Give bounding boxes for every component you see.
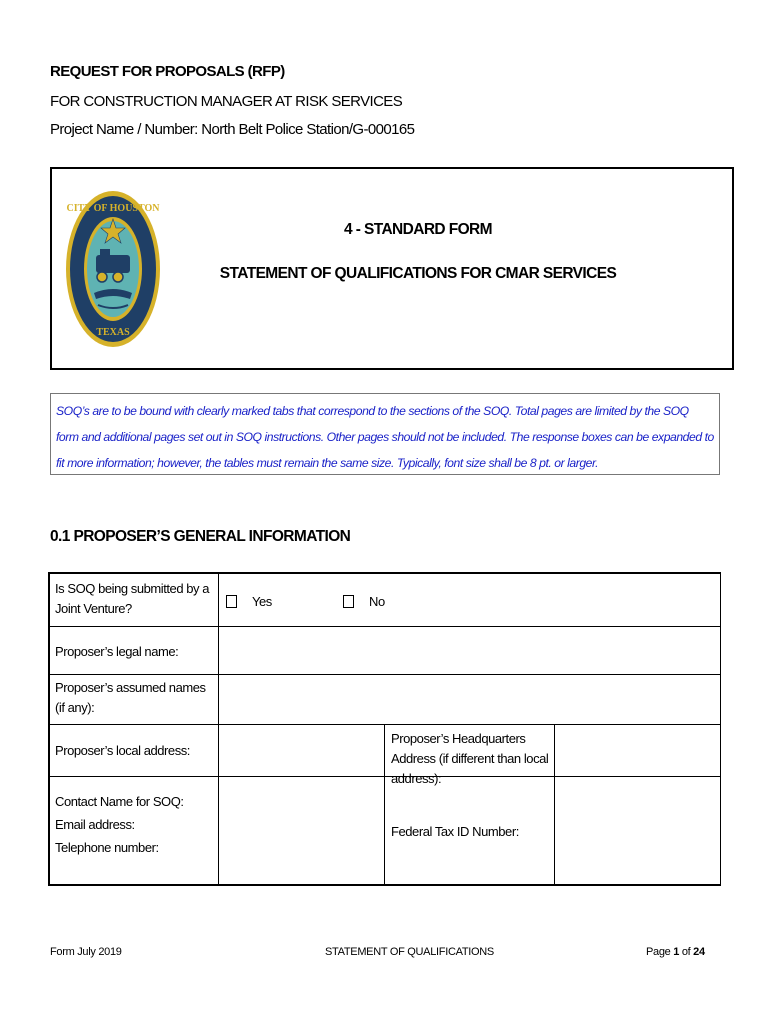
seal-bottom-text: TEXAS [96, 327, 130, 338]
hq-address-field[interactable] [555, 725, 721, 776]
assumed-names-label: Proposer’s assumed names (if any): [55, 680, 206, 715]
footer-page-number [646, 946, 705, 958]
rfp-title: REQUEST FOR PROPOSALS (RFP) [50, 63, 285, 80]
yes-label: Yes [252, 594, 272, 609]
no-checkbox[interactable] [343, 595, 354, 608]
form-name: STATEMENT OF QUALIFICATIONS FOR CMAR SERVICES [219, 265, 617, 282]
rfp-subtitle: FOR CONSTRUCTION MANAGER AT RISK SERVICES [50, 93, 403, 110]
form-title-box [50, 167, 734, 370]
local-address-label: Proposer’s local address: [55, 743, 190, 758]
general-info-table [48, 572, 721, 886]
footer-title: STATEMENT OF QUALIFICATIONS [325, 946, 494, 958]
page-current: 1 [673, 946, 680, 958]
telephone-label: Telephone number: [55, 840, 159, 855]
contact-info-field[interactable] [219, 777, 384, 886]
tax-id-field[interactable] [555, 777, 721, 886]
section-title: 0.1 PROPOSER’S GENERAL INFORMATION [50, 528, 351, 545]
tax-id-label: Federal Tax ID Number: [391, 824, 519, 839]
hq-address-label: Proposer’s Headquarters Address (if different than local address): [391, 731, 549, 786]
form-number: 4 - STANDARD FORM [344, 221, 492, 238]
legal-name-label: Proposer’s legal name: [55, 644, 179, 659]
page-prefix: Page [646, 946, 674, 958]
no-label: No [369, 594, 385, 609]
contact-name-label: Contact Name for SOQ: [55, 794, 184, 809]
project-name: Project Name / Number: North Belt Police Station/G-000165 [50, 121, 415, 138]
instructions-note: SOQ’s are to be bound with clearly marked tabs that correspond to the sections of the SOQ. Total pages are limited by the SOQ form and additional pages set out in SOQ instructions. Other pages should not be included. The response boxes can be expanded to fit more information; however, the tables must remain the same size. Typically, font size shall be 8 pt. or larger. [50, 393, 720, 475]
page-of: of [679, 946, 694, 958]
column-divider [384, 724, 385, 886]
footer-form-date: Form July 2019 [50, 946, 122, 958]
seal-top-text: CITY OF HOUSTON [66, 203, 160, 214]
email-label: Email address: [55, 817, 135, 832]
page-total: 24 [693, 946, 705, 958]
legal-name-field[interactable] [219, 627, 721, 674]
local-address-field[interactable] [219, 725, 384, 776]
yes-checkbox[interactable] [226, 595, 237, 608]
assumed-names-field[interactable] [219, 675, 721, 724]
joint-venture-label: Is SOQ being submitted by a Joint Venture? [55, 581, 210, 616]
